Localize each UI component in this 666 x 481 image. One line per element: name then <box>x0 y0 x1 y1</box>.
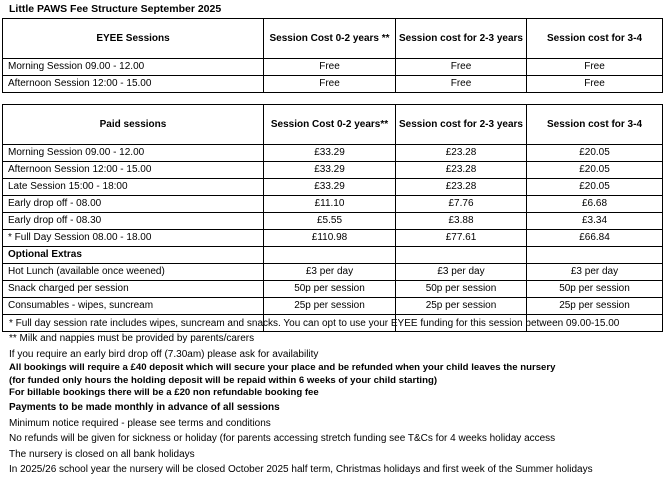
cost-2-3: £23.28 <box>396 162 527 179</box>
cost-0-2: Free <box>264 76 396 93</box>
cost-0-2: 50p per session <box>264 281 396 298</box>
cost-2-3: £3 per day <box>396 264 527 281</box>
notes-section <box>9 316 664 478</box>
session-name: Late Session 15:00 - 18:00 <box>3 179 264 196</box>
cost-3-4: £6.68 <box>527 196 663 213</box>
cost-3-4: £66.84 <box>527 230 663 247</box>
header-cost-3-4: Session cost for 3-4 <box>527 105 663 145</box>
paid-sessions-table <box>2 104 663 332</box>
cost-3-4: Free <box>527 59 663 76</box>
cost-2-3: 50p per session <box>396 281 527 298</box>
cost-0-2: £110.98 <box>264 230 396 247</box>
table-header-row <box>3 19 663 59</box>
table-row <box>3 196 663 213</box>
cost-2-3: £3.88 <box>396 213 527 230</box>
cost-2-3: £23.28 <box>396 145 527 162</box>
cost-3-4: £20.05 <box>527 162 663 179</box>
eyee-sessions-table <box>2 18 663 93</box>
session-name: * Full Day Session 08.00 - 18.00 <box>3 230 264 247</box>
header-cost-0-2: Session Cost 0-2 years** <box>264 105 396 145</box>
cost-2-3: Free <box>396 76 527 93</box>
note-bank-holidays: The nursery is closed on all bank holidays <box>9 448 195 460</box>
cost-3-4: 50p per session <box>527 281 663 298</box>
session-name: Early drop off - 08.00 <box>3 196 264 213</box>
cost-3-4: 25p per session <box>527 298 663 315</box>
session-name: Early drop off - 08.30 <box>3 213 264 230</box>
note-closures: In 2025/26 school year the nursery will be closed October 2025 half term, Christmas holidays and first week of the Summer holidays <box>9 464 593 476</box>
table-row <box>3 213 663 230</box>
cost-3-4: Free <box>527 76 663 93</box>
table-row <box>3 59 663 76</box>
table-header-row <box>3 105 663 145</box>
cost-3-4: £20.05 <box>527 179 663 196</box>
document-title: Little PAWS Fee Structure September 2025 <box>9 3 222 15</box>
cost-3-4: £3 per day <box>527 264 663 281</box>
header-session-type: EYEE Sessions <box>3 19 264 59</box>
cost-0-2: £3 per day <box>264 264 396 281</box>
cost-3-4: £3.34 <box>527 213 663 230</box>
cost-2-3: Free <box>396 59 527 76</box>
extra-name: Snack charged per session <box>3 281 264 298</box>
cost-3-4 <box>527 247 663 264</box>
note-milk-nappies: ** Milk and nappies must be provided by parents/carers <box>9 333 255 345</box>
session-name: Morning Session 09.00 - 12.00 <box>3 145 264 162</box>
table-row <box>3 145 663 162</box>
extra-name: Consumables - wipes, suncream <box>3 298 264 315</box>
note-funded-deposit: (for funded only hours the holding deposit will be repaid within 6 weeks of your child starting) <box>9 374 438 386</box>
note-deposit: All bookings will require a £40 deposit which will secure your place and be refunded when your child leaves the nursery <box>9 362 556 374</box>
table-row <box>3 76 663 93</box>
session-name: Afternoon Session 12:00 - 15.00 <box>3 76 264 93</box>
header-cost-3-4: Session cost for 3-4 <box>527 19 663 59</box>
section-row-optional-extras <box>3 247 663 264</box>
section-label: Optional Extras <box>3 247 264 264</box>
cost-0-2: Free <box>264 59 396 76</box>
cost-0-2: £11.10 <box>264 196 396 213</box>
table-row <box>3 230 663 247</box>
cost-3-4: £20.05 <box>527 145 663 162</box>
cost-0-2: £5.55 <box>264 213 396 230</box>
cost-2-3 <box>396 247 527 264</box>
note-full-day: * Full day session rate includes wipes, suncream and snacks. You can opt to use your EYEE funding for this session between 09.00-15.00 <box>9 318 620 329</box>
cost-0-2: £33.29 <box>264 145 396 162</box>
table-row <box>3 264 663 281</box>
table-row <box>3 281 663 298</box>
session-name: Afternoon Session 12:00 - 15.00 <box>3 162 264 179</box>
cost-0-2: £33.29 <box>264 179 396 196</box>
header-cost-2-3: Session cost for 2-3 years <box>396 19 527 59</box>
cost-0-2 <box>264 247 396 264</box>
note-booking-fee: For billable bookings there will be a £20 non refundable booking fee <box>9 387 319 399</box>
header-cost-0-2: Session Cost 0-2 years ** <box>264 19 396 59</box>
table-row <box>3 179 663 196</box>
table-row <box>3 298 663 315</box>
cost-2-3: £77.61 <box>396 230 527 247</box>
note-early-bird: If you require an early bird drop off (7.30am) please ask for availability <box>9 348 319 360</box>
table-row <box>3 162 663 179</box>
cost-2-3: £7.76 <box>396 196 527 213</box>
cost-0-2: 25p per session <box>264 298 396 315</box>
header-session-type: Paid sessions <box>3 105 264 145</box>
cost-2-3: £23.28 <box>396 179 527 196</box>
note-minimum-notice: Minimum notice required - please see terms and conditions <box>9 417 271 429</box>
cost-0-2: £33.29 <box>264 162 396 179</box>
extra-name: Hot Lunch (available once weened) <box>3 264 264 281</box>
session-name: Morning Session 09.00 - 12.00 <box>3 59 264 76</box>
cost-2-3: 25p per session <box>396 298 527 315</box>
header-cost-2-3: Session cost for 2-3 years <box>396 105 527 145</box>
note-no-refunds: No refunds will be given for sickness or holiday (for parents accessing stretch funding see T&Cs for 4 weeks holiday access <box>9 433 556 445</box>
note-payments: Payments to be made monthly in advance of all sessions <box>9 401 280 413</box>
